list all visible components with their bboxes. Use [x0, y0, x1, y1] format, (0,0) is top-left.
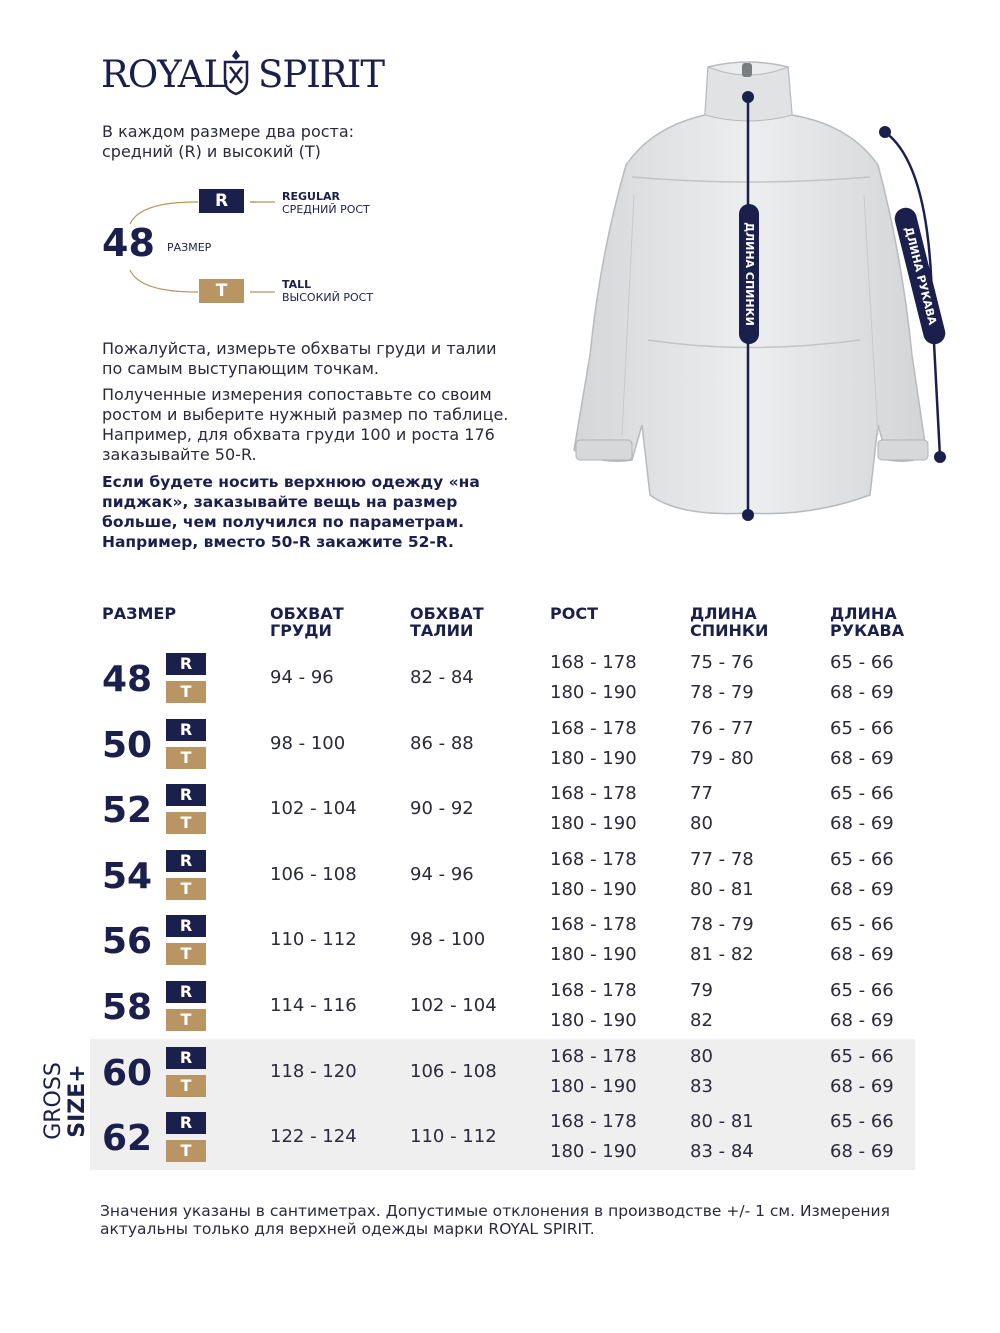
row-t-badge: T: [166, 1009, 206, 1031]
paragraph-line: пиджак», заказывайте вещь на размер: [102, 493, 458, 511]
waist-value: 94 - 96: [410, 863, 474, 885]
back-length-regular: 77 - 78: [690, 848, 754, 870]
header-size: РАЗМЕР: [102, 604, 177, 623]
back-length-regular: 80 - 81: [690, 1111, 754, 1133]
sleeve-length-tall: 68 - 69: [830, 1141, 894, 1163]
back-length-tall: 78 - 79: [690, 682, 754, 703]
brand-crest-icon: [222, 48, 250, 96]
height-regular: 168 - 178: [550, 848, 637, 870]
chest-value: 118 - 120: [270, 1060, 357, 1082]
header-line: ДЛИНА: [690, 604, 757, 623]
row-r-badge: R: [166, 915, 206, 937]
sleeve-length-regular: 65 - 66: [830, 848, 894, 870]
back-length-regular: 78 - 79: [690, 914, 754, 936]
gross-line: SIZE+: [65, 1064, 90, 1138]
row-r-badge: R: [166, 653, 206, 675]
paragraph-line: Пожалуйста, измерьте обхваты груди и талии: [102, 339, 497, 358]
back-length-tall: 79 - 80: [690, 747, 754, 769]
row-r-badge: R: [166, 1112, 206, 1134]
chest-value: 98 - 100: [270, 732, 346, 754]
sleeve-length-regular: 65 - 66: [830, 1045, 894, 1067]
row-r-badge: R: [166, 981, 206, 1003]
measure-instructions: [102, 339, 532, 379]
gross-line: GROSS: [41, 1062, 66, 1140]
footer-line: актуальны только для верхней одежды марки ROYAL SPIRIT.: [100, 1220, 595, 1238]
header-line: ТАЛИИ: [410, 621, 474, 640]
legend-r-title: REGULAR: [282, 190, 340, 203]
legend-t-sub: ВЫСОКИЙ РОСТ: [282, 291, 374, 304]
footer-line: Значения указаны в сантиметрах. Допустимые отклонения в производстве +/- 1 см. Измерения: [100, 1202, 890, 1220]
row-t-badge: T: [166, 812, 206, 834]
height-regular: 168 - 178: [550, 980, 637, 1001]
chest-value: 110 - 112: [270, 929, 357, 951]
brand-name-right: SPIRIT: [258, 53, 385, 96]
sleeve-length-tall: 68 - 69: [830, 878, 894, 900]
intro-line: В каждом размере два роста:: [102, 122, 355, 141]
back-length-regular: 77: [690, 783, 713, 805]
row-t-badge: T: [166, 1140, 206, 1162]
row-r-badge: R: [166, 784, 206, 806]
row-t-badge: T: [166, 1075, 206, 1097]
back-length-label: ДЛИНА СПИНКИ: [743, 222, 756, 326]
back-length-tall: 81 - 82: [690, 944, 754, 966]
gross-size-label: [24, 1062, 90, 1142]
back-length-tall: 83: [690, 1075, 713, 1097]
paragraph-line: ростом и выберите нужный размер по таблице.: [102, 405, 509, 424]
height-regular: 168 - 178: [550, 717, 637, 739]
back-length-regular: 79: [690, 980, 713, 1001]
waist-value: 86 - 88: [410, 732, 474, 754]
header-line: ОБХВАТ: [270, 604, 344, 623]
back-length-regular: 76 - 77: [690, 717, 754, 739]
sleeve-length-regular: 65 - 66: [830, 783, 894, 805]
size-number: 56: [102, 921, 153, 963]
header-line: ГРУДИ: [270, 621, 332, 640]
chest-value: 102 - 104: [270, 798, 357, 820]
waist-value: 102 - 104: [410, 995, 497, 1016]
paragraph-line: Если будете носить верхнюю одежду «на: [102, 473, 480, 491]
paragraph-line: Например, вместо 50-R закажите 52-R.: [102, 533, 454, 551]
back-length-tall: 80 - 81: [690, 878, 754, 900]
legend-r-badge: R: [199, 189, 244, 213]
height-tall: 180 - 190: [550, 878, 637, 900]
height-tall: 180 - 190: [550, 1010, 637, 1031]
intro-line: средний (R) и высокий (T): [102, 142, 321, 161]
back-length-tall: 82: [690, 1010, 713, 1031]
header-line: ОБХВАТ: [410, 604, 484, 623]
legend-t-label: [282, 278, 373, 304]
chest-value: 94 - 96: [270, 667, 334, 688]
height-tall: 180 - 190: [550, 944, 637, 966]
size-number: 50: [102, 724, 153, 766]
waist-value: 110 - 112: [410, 1126, 497, 1148]
legend-r-label: [282, 190, 370, 216]
header-line: РУКАВА: [830, 621, 905, 640]
paragraph-line: Полученные измерения сопоставьте со своим: [102, 385, 492, 404]
chest-value: 114 - 116: [270, 995, 357, 1016]
height-regular: 168 - 178: [550, 1111, 637, 1133]
row-t-badge: T: [166, 681, 206, 703]
brand-name-left: ROYAL: [101, 53, 228, 96]
row-r-badge: R: [166, 1047, 206, 1069]
sleeve-length-tall: 68 - 69: [830, 1075, 894, 1097]
sleeve-length-regular: 65 - 66: [830, 980, 894, 1001]
legend-lines: [247, 198, 277, 298]
row-t-badge: T: [166, 747, 206, 769]
row-r-badge: R: [166, 850, 206, 872]
height-regular: 168 - 178: [550, 914, 637, 936]
back-length-regular: 80: [690, 1045, 713, 1067]
legend-r-sub: СРЕДНИЙ РОСТ: [282, 203, 370, 216]
sleeve-length-label: ДЛИНА РУКАВА: [902, 225, 939, 327]
header-height: РОСТ: [550, 604, 598, 623]
chest-value: 122 - 124: [270, 1126, 357, 1148]
header-chest: [270, 605, 344, 639]
size-number: 58: [102, 987, 153, 1028]
height-tall: 180 - 190: [550, 1141, 637, 1163]
waist-value: 98 - 100: [410, 929, 486, 951]
sleeve-length-regular: 65 - 66: [830, 717, 894, 739]
back-length-tall: 83 - 84: [690, 1141, 754, 1163]
paragraph-line: больше, чем получился по параметрам.: [102, 513, 465, 531]
sleeve-length-tall: 68 - 69: [830, 747, 894, 769]
legend-t-badge: T: [199, 279, 244, 303]
sleeve-length-regular: 65 - 66: [830, 1111, 894, 1133]
waist-value: 90 - 92: [410, 798, 474, 820]
size-number: 60: [102, 1052, 153, 1094]
row-t-badge: T: [166, 943, 206, 965]
sleeve-length-regular: 65 - 66: [830, 652, 894, 673]
sleeve-length-tall: 68 - 69: [830, 1010, 894, 1031]
intro-text: [102, 122, 402, 162]
back-length-tall: 80: [690, 813, 713, 835]
legend-size-number: 48: [102, 221, 155, 265]
paragraph-line: заказывайте 50-R.: [102, 445, 257, 464]
height-regular: 168 - 178: [550, 1045, 637, 1067]
waist-value: 82 - 84: [410, 667, 474, 688]
paragraph-line: по самым выступающим точкам.: [102, 359, 379, 378]
size-number: 62: [102, 1118, 153, 1160]
chest-value: 106 - 108: [270, 863, 357, 885]
header-line: СПИНКИ: [690, 621, 769, 640]
sleeve-length-tall: 68 - 69: [830, 944, 894, 966]
size-number: 54: [102, 855, 153, 897]
height-tall: 180 - 190: [550, 747, 637, 769]
height-regular: 168 - 178: [550, 783, 637, 805]
height-regular: 168 - 178: [550, 652, 637, 673]
back-length-regular: 75 - 76: [690, 652, 754, 673]
size-number: 52: [102, 790, 153, 832]
height-tall: 180 - 190: [550, 682, 637, 703]
height-tall: 180 - 190: [550, 813, 637, 835]
height-tall: 180 - 190: [550, 1075, 637, 1097]
layering-advice: [102, 472, 532, 552]
header-line: ДЛИНА: [830, 604, 897, 623]
header-back-length: [690, 605, 768, 639]
sleeve-length-tall: 68 - 69: [830, 813, 894, 835]
size-number: 48: [102, 659, 153, 700]
paragraph-line: Например, для обхвата груди 100 и роста 176: [102, 425, 495, 444]
legend-t-title: TALL: [282, 278, 312, 291]
legend-size-label: РАЗМЕР: [167, 241, 212, 254]
gross-size-band: [90, 1039, 915, 1170]
header-sleeve-length: [830, 605, 904, 639]
header-waist: [410, 605, 484, 639]
sleeve-length-regular: 65 - 66: [830, 914, 894, 936]
row-t-badge: T: [166, 878, 206, 900]
size-selection-instructions: [102, 385, 532, 465]
sleeve-length-tall: 68 - 69: [830, 682, 894, 703]
row-r-badge: R: [166, 719, 206, 741]
footer-note: [100, 1202, 930, 1238]
waist-value: 106 - 108: [410, 1060, 497, 1082]
